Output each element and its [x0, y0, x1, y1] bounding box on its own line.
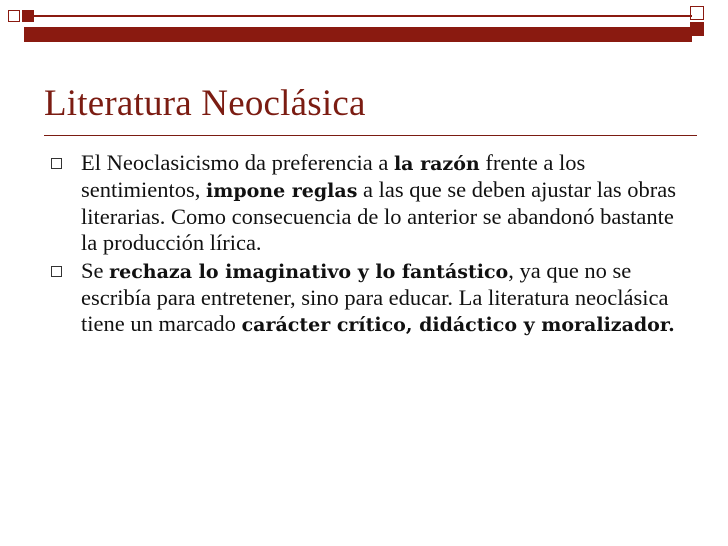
- bullet-list: [44, 150, 684, 340]
- square-outline-icon: [8, 10, 20, 22]
- bold-text-segment: carácter crítico, didáctico y moralizador.: [241, 314, 675, 336]
- bullet-item: [44, 150, 684, 256]
- bullet-text: [81, 150, 676, 255]
- square-outline-icon: [690, 6, 704, 20]
- bullet-square-icon: [51, 266, 62, 277]
- top-decoration: [0, 0, 728, 50]
- bold-text-segment: la razón: [393, 153, 480, 175]
- slide-title: Literatura Neoclásica: [44, 83, 366, 124]
- text-segment: a las que se deben ajustar las obras literarias. Como consecuencia de lo anterior se abandonó bastante la producción lírica.: [81, 177, 677, 255]
- text-segment: El Neoclasicismo da preferencia a: [81, 150, 394, 175]
- top-thin-rule: [24, 15, 692, 17]
- square-filled-icon: [690, 22, 704, 36]
- bullet-item: [44, 258, 684, 338]
- top-right-squares: [690, 6, 704, 36]
- text-segment: Se: [81, 258, 110, 283]
- top-thick-band: [24, 27, 692, 42]
- bold-text-segment: impone reglas: [206, 180, 358, 202]
- title-divider: [44, 135, 697, 136]
- bold-text-segment: rechaza lo imaginativo y lo fantástico: [109, 261, 509, 283]
- bullet-square-icon: [51, 158, 62, 169]
- bullet-text: [81, 258, 675, 336]
- text-segment: , ya que no se escribía para entretener, sino para educar. La literatura neoclásica tiene un marcado: [81, 258, 669, 336]
- text-segment: frente a los sentimientos,: [81, 150, 586, 202]
